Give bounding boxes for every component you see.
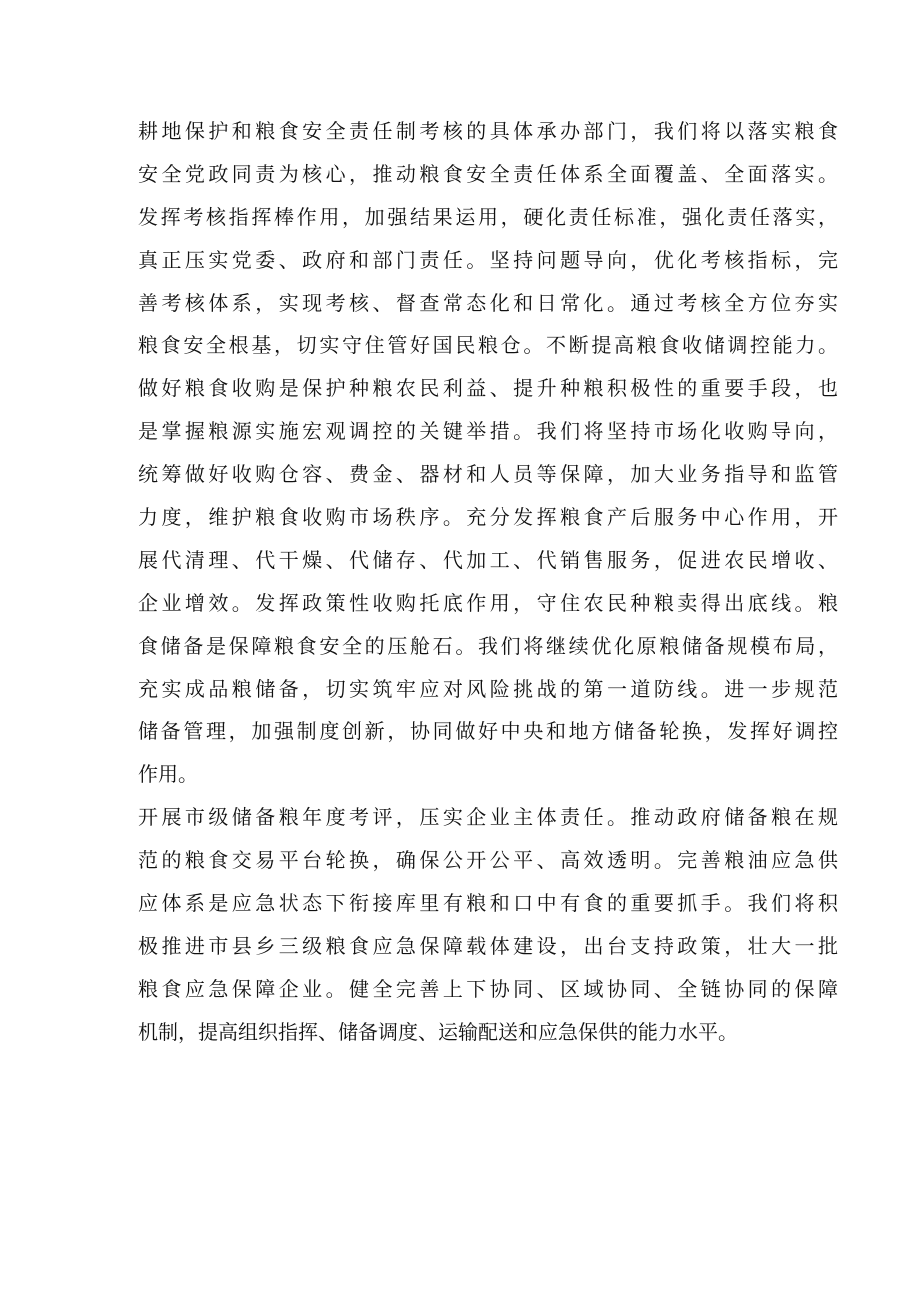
text-line: 耕地保护和粮食安全责任制考核的具体承办部门，我们将以落实粮食 xyxy=(138,119,838,143)
text-line: 统筹做好收购仓容、费金、器材和人员等保障，加大业务指导和监管 xyxy=(138,462,838,487)
text-line: 极推进市县乡三级粮食应急保障载体建设，出台支持政策，壮大一批 xyxy=(138,933,838,958)
text-line: 作用。 xyxy=(138,762,198,787)
paragraph xyxy=(138,796,838,1053)
text-line: 企业增效。发挥政策性收购托底作用，守住农民种粮卖得出底线。粮 xyxy=(138,590,838,615)
text-line: 机制，提高组织指挥、储备调度、运输配送和应急保供的能力水平。 xyxy=(138,1019,738,1044)
paragraph xyxy=(138,110,838,796)
text-line: 开展市级储备粮年度考评，压实企业主体责任。推动政府储备粮在规 xyxy=(138,805,838,830)
text-line: 展代清理、代干燥、代储存、代加工、代销售服务，促进农民增收、 xyxy=(138,547,838,572)
text-line: 安全党政同责为核心，推动粮食安全责任体系全面覆盖、全面落实。 xyxy=(138,161,838,186)
text-line: 发挥考核指挥棒作用，加强结果运用，硬化责任标准，强化责任落实， xyxy=(138,204,838,229)
text-line: 粮食安全根基，切实守住管好国民粮仓。不断提高粮食收储调控能力。 xyxy=(138,333,838,358)
text-line: 力度，维护粮食收购市场秩序。充分发挥粮食产后服务中心作用，开 xyxy=(138,505,838,530)
text-line: 应体系是应急状态下衔接库里有粮和口中有食的重要抓手。我们将积 xyxy=(138,891,838,916)
text-line: 范的粮食交易平台轮换，确保公开公平、高效透明。完善粮油应急供 xyxy=(138,848,838,873)
document-body xyxy=(138,110,838,1054)
text-line: 充实成品粮储备，切实筑牢应对风险挑战的第一道防线。进一步规范 xyxy=(138,676,838,701)
text-line: 粮食应急保障企业。健全完善上下协同、区域协同、全链协同的保障 xyxy=(138,976,838,1001)
text-line: 是掌握粮源实施宏观调控的关键举措。我们将坚持市场化收购导向， xyxy=(138,419,838,444)
text-line: 善考核体系，实现考核、督查常态化和日常化。通过考核全方位夯实 xyxy=(138,290,838,315)
text-line: 食储备是保障粮食安全的压舱石。我们将继续优化原粮储备规模布局， xyxy=(138,633,838,658)
text-line: 真正压实党委、政府和部门责任。坚持问题导向，优化考核指标，完 xyxy=(138,247,838,272)
text-line: 储备管理，加强制度创新，协同做好中央和地方储备轮换，发挥好调控 xyxy=(138,719,838,744)
text-line: 做好粮食收购是保护种粮农民利益、提升种粮积极性的重要手段，也 xyxy=(138,376,838,401)
